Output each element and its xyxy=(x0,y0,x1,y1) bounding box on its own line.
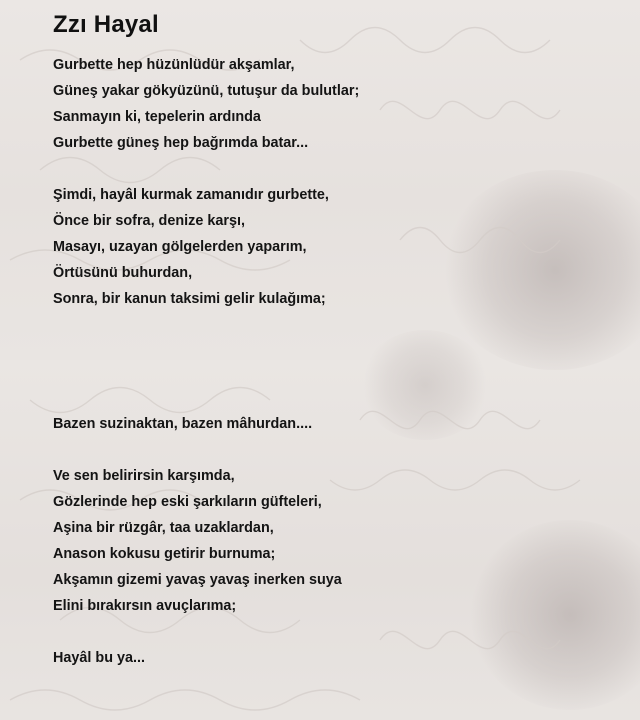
poem-line: Anason kokusu getirir burnuma; xyxy=(53,546,276,562)
poem-line: Sanmayın ki, tepelerin ardında xyxy=(53,109,261,125)
poem-title: Zzı Hayal xyxy=(53,11,159,38)
poem-line: Gurbette güneş hep bağrımda batar... xyxy=(53,135,309,151)
poem-line: Güneş yakar gökyüzünü, tutuşur da bulutlar; xyxy=(53,83,360,99)
poem-line: Akşamın gizemi yavaş yavaş inerken suya xyxy=(53,572,342,588)
poem-stanza-3 xyxy=(53,411,312,437)
poem-stanza-4 xyxy=(53,463,342,619)
poem-stanza-5 xyxy=(53,645,145,671)
poem-line: Örtüsünü buhurdan, xyxy=(53,265,193,281)
poem-line: Gurbette hep hüzünlüdür akşamlar, xyxy=(53,57,295,73)
poem-line: Ve sen belirirsin karşımda, xyxy=(53,468,235,484)
poem-line: Hayâl bu ya... xyxy=(53,650,145,666)
poem-line: Aşina bir rüzgâr, taa uzaklardan, xyxy=(53,520,274,536)
poem-line: Bazen suzinaktan, bazen mâhurdan.... xyxy=(53,416,313,432)
poem-line: Sonra, bir kanun taksimi gelir kulağıma; xyxy=(53,291,326,307)
poem-stanza-2 xyxy=(53,182,329,312)
poem-stanza-1 xyxy=(53,52,359,156)
poem-line: Gözlerinde hep eski şarkıların güfteleri, xyxy=(53,494,322,510)
poem-line: Şimdi, hayâl kurmak zamanıdır gurbette, xyxy=(53,187,329,203)
poem-line: Önce bir sofra, denize karşı, xyxy=(53,213,245,229)
poem-line: Elini bırakırsın avuçlarıma; xyxy=(53,598,237,614)
poem-line: Masayı, uzayan gölgelerden yaparım, xyxy=(53,239,307,255)
